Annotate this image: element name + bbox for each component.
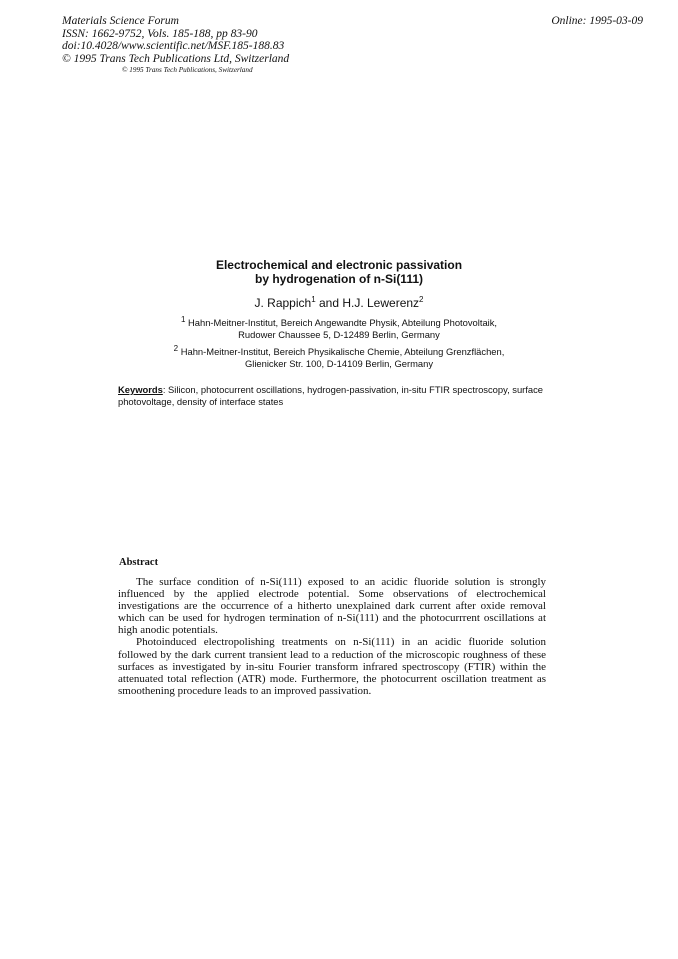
author-2: H.J. Lewerenz bbox=[342, 296, 420, 310]
abstract-paragraph-1: The surface condition of n-Si(111) exposed to an acidic fluoride solution is strongly influenced by the applied electrode potential. Some observations of electrochemical investigations are the occurrence of a hitherto unexplained dark current after oxide removal which can be used for hydrogen termination of n-Si(111) and the photocurrrent oscillations at high anodic potentials. bbox=[118, 576, 546, 637]
copyright-stamp: © 1995 Trans Tech Publications, Switzerland bbox=[122, 66, 253, 74]
title-line-1: Electrochemical and electronic passivation bbox=[215, 258, 463, 272]
keywords-label: Keywords bbox=[118, 384, 163, 395]
affiliation-1-line-1: Hahn-Meitner-Institut, Bereich Angewandte Physik, Abteilung Photovoltaik, bbox=[188, 317, 498, 328]
keywords: Keywords: Silicon, photocurrent oscillations, hydrogen-passivation, in-situ FTIR spectroscopy, surface photovoltage, density of interface states bbox=[118, 384, 544, 407]
author-joiner: and bbox=[315, 296, 343, 310]
abstract-paragraph-2: Photoinduced electropolishing treatments on n-Si(111) in an acidic fluoride solution followed by the dark current transient lead to a reduction of the microscopic roughness of these surfaces as investigated by in-situ Fourier transform infrared spectroscopy (FTIR) within the attenuated total reflection (ATR) mode. Furthermore, the photocurrent oscillation treatment as smoothening procedure leads to an improved passivation. bbox=[118, 636, 546, 697]
issn-line: ISSN: 1662-9752, Vols. 185-188, pp 83-90 bbox=[62, 27, 258, 40]
online-date: Online: 1995-03-09 bbox=[551, 15, 643, 27]
doi-line[interactable]: doi:10.4028/www.scientific.net/MSF.185-188.83 bbox=[62, 40, 285, 53]
author-2-affil-mark: 2 bbox=[419, 295, 424, 304]
affiliation-1-line-2: Rudower Chaussee 5, D-12489 Berlin, Germany bbox=[238, 329, 440, 340]
affiliation-2 bbox=[0, 343, 678, 370]
affiliation-2-line-2: Glienicker Str. 100, D-14109 Berlin, Germany bbox=[244, 358, 434, 369]
affiliation-2-line-1: Hahn-Meitner-Institut, Bereich Physikalische Chemie, Abteilung Grenzflächen, bbox=[180, 346, 505, 357]
copyright-line: © 1995 Trans Tech Publications Ltd, Switzerland bbox=[62, 52, 290, 65]
author-list bbox=[0, 296, 678, 310]
abstract-heading: Abstract bbox=[119, 557, 159, 568]
paper-title bbox=[0, 258, 678, 286]
journal-name: Materials Science Forum bbox=[62, 15, 179, 27]
affiliation-1-mark: 1 bbox=[180, 314, 186, 324]
affiliation-1 bbox=[0, 314, 678, 341]
title-line-2: by hydrogenation of n-Si(111) bbox=[254, 272, 424, 286]
journal-header bbox=[62, 15, 289, 65]
abstract-body bbox=[118, 576, 546, 697]
affiliation-2-mark: 2 bbox=[173, 343, 179, 353]
author-1: J. Rappich bbox=[254, 296, 312, 310]
keywords-text: Silicon, photocurrent oscillations, hydrogen-passivation, in-situ FTIR spectroscopy, surface photovoltage, density of interface states bbox=[118, 384, 544, 407]
author-1-affil-mark: 1 bbox=[311, 295, 316, 304]
